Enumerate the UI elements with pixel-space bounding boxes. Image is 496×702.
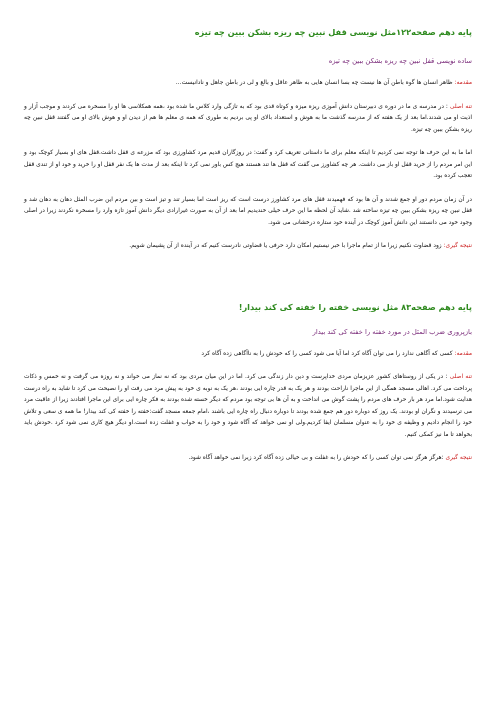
- paragraph-text: : در یکی از روستاهای کشور عزیزمان مردی خداپرست و دین دار زندگی می کرد. اما در این میان مردی بود که نه نماز می خواند و نه روزه می گرفت و نه خمس و ذکات پرداخت می کرد. اهالی مسجد همگی از این ماجرا ناراحت بودند و هر یک به قدر چاره ایی بودند ،هر یک به نوبه ی خود به پیش مرد می رفت او را نصیحت می کرد تا شاید به راه درست هدایت شود.اما مرد هر بار حرف های مردم را پشت گوش می انداخت و به آن ها بی توجه بود مردم که دیگر خسته شده بودند به فکر چاره ایی برای این ماجرا افتادند زیرا از عاقبت مرد می ترسیدند و نگران او بودند. یک روز که دوباره دور هم جمع شده بودند تا دوباره دنبال راه چاره ایی باشند ،امام جمعه مسجد گفت:خفته را خفته کی کند بیدار! ما همه ی سعی و تلاش خود را انجام دادیم و وظیفه ی خود را به عنوان مسلمان ایفا کردیم.ولی او نمی خواهد که آگاه شود و خود را به خواب و غفلت زده است.او دیگر هیچ کاری نمی شود کرد .خودش باید بخواهد تا ما نیز کمکی کنیم.: [24, 374, 472, 438]
- paragraph-text: :هرگز هرگز نمی توان کسی را که خودش را به غفلت و بی خیالی زده آگاه کرد زیرا نمی خواهد آگاه شود.: [188, 455, 446, 461]
- section-subtitle: ساده نویسی قفل نبین چه ریزه بشکن ببین چه تیزه: [328, 57, 472, 65]
- paragraph-label: نتیجه گیری:: [443, 243, 472, 249]
- section-title: پایه دهم صفحه۸۳ مثل نویسی خفته را خفته کی کند بیدار!: [238, 301, 472, 312]
- paragraph-text: اما ما به این حرف ها توجه نمی کردیم تا اینکه معلم برای ما داستانی تعریف کرد و گفت: در روزگاران قدیم مرد کشاورزی بود که مزرعه ی قفل داشت.قفل های او بسیار کوچک بود و این امر مردم را از خرید قفل او باز می داشت. هر چه کشاورز می گفت که قفل ها تند هستند هیچ کس باور نمی کرد تا اینکه بعد از مدت ها یک نفر قفل او را خرید و خود او از تندی قفل تعجب کرده بود.: [24, 150, 472, 179]
- paragraph-body: [24, 195, 472, 230]
- section-first: [24, 26, 472, 253]
- paragraph-intro: [24, 349, 472, 361]
- paragraph-conclusion: [24, 241, 472, 253]
- paragraph-text: ظاهر انسان ها گوه باطن آن ها نیست چه بسا انسان هایی به ظاهر عاقل و بالغ و لی در باطن جاهل و نادانیست…: [175, 80, 455, 86]
- paragraph-text: : در مدرسه ی ما در دوره ی دبیرستان دانش آموزی ریزه میزه و کوتاه قدی بود که به تازگی وارد کلاس ما شده بود ،همه همکلاسی ها او را مسخره می کردند و موجب آزار و اذیت او می شدند.اما بعد از یک هفته که از مدرسه گذشت ما به هوش و استعداد بالای او پی بردیم به طوری که همه ی معلم ها هم از دیدن او و هوش بالای او می گفتند قفل نبین چه ریزه بشکن ببین چه تیزه.: [24, 103, 472, 133]
- section-second: [24, 301, 472, 465]
- paragraph-text: کسی که آگاهی ندارد را می توان آگاه کرد اما آیا می شود کسی را که خودش را به ناآگاهی زده آگاه کرد: [201, 350, 455, 357]
- paragraph-label: مقدمه:: [454, 80, 472, 86]
- paragraph-intro: [24, 78, 472, 90]
- section-subtitle: بازپروری ضرب المثل در مورد خفته را خفته کی کند بیدار: [312, 327, 472, 336]
- paragraph-text: زود قضاوت نکنیم زیرا ما از تمام ماجرا با خبر نیستیم امکان دارد حرفی یا قضاوتی نادرست کنیم که در آینده از آن پشیمان شویم.: [129, 243, 444, 249]
- paragraph-label: تنه اصلی: [449, 374, 472, 380]
- paragraph-body: [24, 102, 472, 137]
- paragraph-label: نتیجه گیری: [445, 455, 472, 461]
- paragraph-body: [24, 372, 472, 441]
- paragraph-body: [24, 148, 472, 183]
- section-title: پایه دهم صفحه۱۲۲مثل نویسی قفل نبین چه ریزه بشکن ببین چه تیزه: [194, 27, 472, 37]
- paragraph-text: در آن زمان مردم دور او جمع شدند و آن ها بود که فهمیدند قفل های مرد کشاورز درست است که ریز است اما بسیار تند و تیز است و بین مردم این ضرب المثل دهان به دهان شد و قفل نبین چه ریزه بشکن ببین چه تیزه ساخته شد .شاید آن لحظه ما این حرف خیلی خندیدیم اما بعد از آن به صورت غیرارادی دیگر دانش آموز تازه وارد را مسخره نکردند زیرا در اصلی وجود خود می دانستند این دانش آموز کوچک در آینده خود ستاره درخشانی می شود.: [24, 196, 472, 226]
- paragraph-label: تنه اصلی: [449, 103, 472, 110]
- paragraph-conclusion: [24, 453, 472, 465]
- paragraph-label: مقدمه:: [454, 350, 472, 357]
